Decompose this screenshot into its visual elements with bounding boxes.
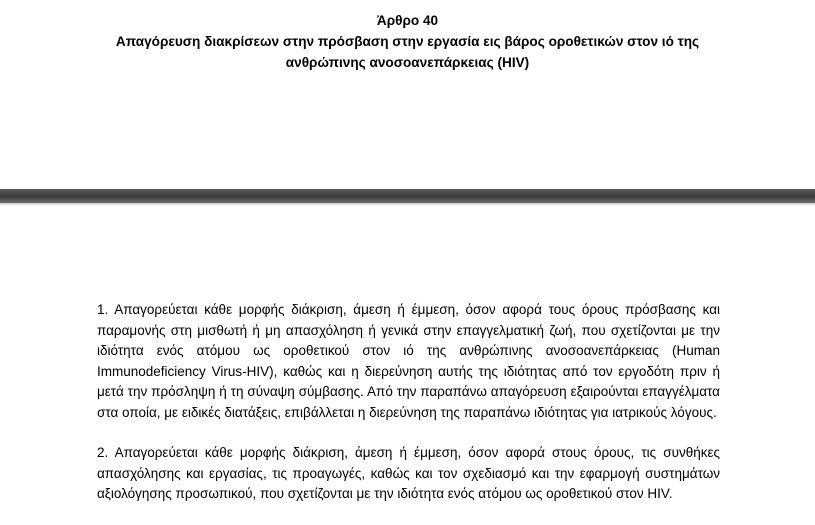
paragraph-1: 1. Απαγορεύεται κάθε μορφής διάκριση, άμεση ή έμμεση, όσον αφορά τους όρους πρόσβασης και παραμονής στη μισθωτή ή μη απασχόληση ή γενικά στην επαγγελματική ζωή, που σχετίζονται με την ιδιότητα ενός ατόμου ως οροθετικού στον ιό της ανθρώπινης ανοσοανεπάρκειας (Human Immunodeficiency Virus-HIV), καθώς και η διερεύνηση αυτής της ιδιότητας από τον εργοδότη πριν ή μετά την πρόσληψη ή τη σύναψη σύμβασης. Από την παραπάνω απαγόρευση εξαιρούνται επαγγέλματα στα οποία, με ειδικές διατάξεις, επιβάλλεται η διερεύνηση της παραπάνω ιδιότητας για ιατρικούς λόγους. — [97, 302, 720, 420]
page-separator-bar — [0, 189, 815, 203]
article-title-line-1: Απαγόρευση διακρίσεων στην πρόσβαση στην εργασία εις βάρος οροθετικών στον ιό της — [115, 34, 700, 49]
separator-shadow — [0, 203, 815, 206]
article-header — [0, 0, 815, 73]
article-body — [97, 300, 720, 525]
article-title-line-2: ανθρώπινης ανοσοανεπάρκειας (HIV) — [285, 55, 530, 70]
paragraph-2: 2. Απαγορεύεται κάθε μορφής διάκριση, άμεση ή έμμεση, όσον αφορά στους όρους, τις συνθήκες απασχόλησης και εργασίας, τις προαγωγές, καθώς και τον σχεδιασμό και την εφαρμογή συστημάτων αξιολόγησης προσωπικού, που σχετίζονται με την ιδιότητα ενός ατόμου ως οροθετικού στον HIV. — [97, 445, 720, 501]
article-number: Άρθρο 40 — [376, 13, 439, 28]
